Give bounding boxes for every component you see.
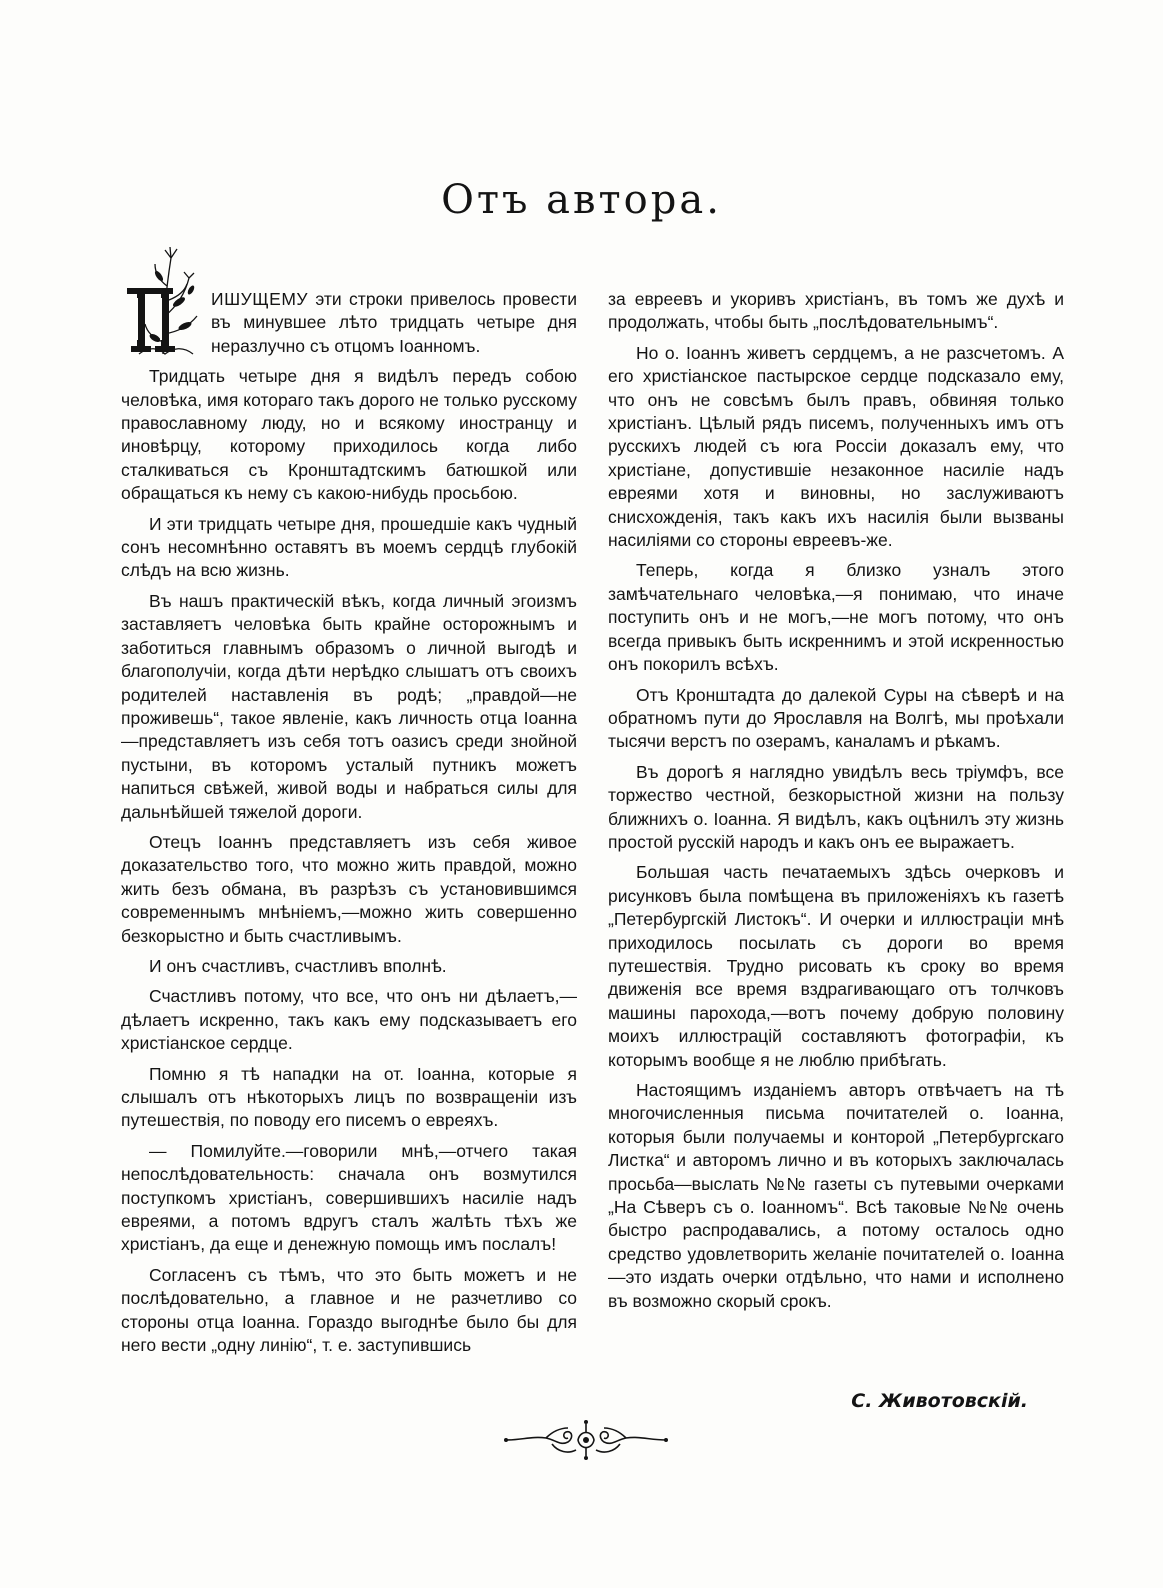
paragraph: Но о. Іоаннъ живетъ сердцемъ, а не разсчетомъ. А его христіанское пастырское сердце подсказало ему, что онъ не совсѣмъ былъ правъ, обвиняя только христіанъ. Цѣлый рядъ писемъ, полученныхъ имъ отъ русскихъ людей съ юга Россіи доказалъ ему, что христіане, допустившіе незаконное насиліе надъ евреями хотя и виновны, но заслуживаютъ снисхожденія, такъ какъ ихъ насилія были вызваны насиліями со стороны евреевъ-же. [608, 342, 1064, 551]
paragraph: Теперь, когда я близко узналъ этого замѣчательнаго человѣка,—я понимаю, что иначе поступить онъ и не могъ,—не могъ потому, что онъ всегда привыкъ быть искреннимъ и этой искренностью онъ покорилъ всѣхъ. [608, 560, 1064, 675]
paragraph: Согласенъ съ тѣмъ, что это быть можетъ и не послѣдовательно, а главное и не разчетливо со стороны отца Іоанна. Гораздо выгоднѣе было бы для него вести „одну линію“, т. е. заступившись [121, 1264, 577, 1356]
paragraph: Счастливъ потому, что все, что онъ ни дѣлаетъ,—дѣлаетъ искренно, такъ какъ ему подсказываетъ его христіанское сердце. [121, 986, 577, 1054]
right-column [608, 288, 1064, 1320]
paragraph: Тридцать четыре дня я видѣлъ передъ собою человѣка, имя котораго такъ дорого не только русскому православному люду, но и всякому иностранцу и иновѣрцу, которому приходилось когда либо сталкиваться съ Кронштадтскимъ батюшкой или обращаться къ нему съ какою-нибудь просьбою. [121, 366, 577, 504]
paragraph: И эти тридцать четыре дня, прошедшіе какъ чудный сонъ несомнѣнно оставятъ въ моемъ сердцѣ глубокій слѣдъ на всю жизнь. [121, 513, 577, 581]
page-title: Отъ автора. [441, 176, 722, 223]
paragraph: И онъ счастливъ, счастливъ вполнѣ. [149, 955, 447, 976]
first-paragraph [121, 288, 577, 358]
author-signature: С. Животовскій. [851, 1390, 1028, 1412]
paragraph: Отецъ Іоаннъ представляетъ изъ себя живое доказательство того, что можно жить правдой, можно жить безъ обмана, въ разрѣзъ съ установившимся современнымъ мнѣніемъ,—можно жить совершенно безкорыстно и быть счастливымъ. [121, 831, 577, 946]
first-paragraph-text: эти строки привелось провести въ минувшее лѣто тридцать четыре дня неразлучно съ отцомъ Іоанномъ. [211, 289, 577, 356]
first-word-caps: ИШУЩЕМУ [211, 289, 309, 309]
paragraph: Помню я тѣ нападки на от. Іоанна, которые я слышалъ отъ нѣкоторыхъ лицъ по возвращеніи изъ путешествія, по поводу его писемъ о евреяхъ. [121, 1063, 577, 1131]
paragraph: Настоящимъ изданіемъ авторъ отвѣчаетъ на тѣ многочисленныя письма почитателей о. Іоанна, которыя были получаемы и конторой „Петербургскаго Листка“ и авторомъ лично и въ которыхъ заключалась просьба—выслать №№ газеты съ путевыми очерками „На Сѣверъ съ о. Іоанномъ“. Всѣ таковые №№ очень быстро распродавались, а потому осталось одно средство удовлетворить желаніе почитателей о. Іоанна—это издать очерки отдѣльно, что нами и исполнено въ возможно скорый срокъ. [608, 1080, 1064, 1311]
paragraph: Въ дорогѣ я наглядно увидѣлъ весь тріумфъ, все торжество честной, безкорыстной жизни на пользу ближнихъ о. Іоанна. Я видѣлъ, какъ оцѣнилъ эту жизнь простой русскій народъ и какъ онъ ее выражаетъ. [608, 761, 1064, 852]
tailpiece-ornament-icon [502, 1418, 670, 1462]
left-column [121, 288, 577, 1364]
paragraph: — Помилуйте.—говорили мнѣ,—отчего такая непослѣдовательность: сначала онъ возмутился поступкомъ христіанъ, совершившихъ насиліе надъ евреями, а потомъ вдругъ сталъ жалѣть тѣхъ же христіанъ, да еще и денежную помощь имъ послалъ! [121, 1140, 577, 1255]
paragraph: Въ нашъ практическій вѣкъ, когда личный эгоизмъ заставляетъ человѣка быть крайне осторожнымъ и заботиться главнымъ образомъ о личной выгодѣ и благополучіи, когда дѣти нерѣдко слышатъ отъ своихъ родителей наставленія въ родѣ; „правдой—не проживешь“, такое явленіе, какъ личность отца Іоанна—представляетъ изъ себя тотъ оазисъ среди знойной пустыни, въ которомъ усталый путникъ можетъ напиться свѣжей, живой воды и набраться силы для дальнѣйшей тяжелой дороги. [121, 590, 577, 822]
continuation-paragraph: за евреевъ и укоривъ христіанъ, въ томъ же духѣ и продолжать, чтобы быть „послѣдовательнымъ“. [608, 289, 1064, 333]
dropcap-ornament [119, 246, 205, 356]
paragraph: Большая часть печатаемыхъ здѣсь очерковъ и рисунковъ была помѣщена въ приложеніяхъ къ газетѣ „Петербургскій Листокъ“. И очерки и иллюстраціи мнѣ приходилось посылать съ дороги во время путешествія. Трудно рисовать къ сроку во время движенія все время вздрагивающаго отъ толчковъ машины парохода,—вотъ почему добрую половину моихъ иллюстрацій составляютъ фотографіи, къ которымъ вообще я не люблю прибѣгать. [608, 862, 1064, 1070]
paragraph: Отъ Кронштадта до далекой Суры на сѣверѣ и на обратномъ пути до Ярославля на Волгѣ, мы проѣхали тысячи верстъ по озерамъ, каналамъ и рѣкамъ. [608, 684, 1064, 752]
